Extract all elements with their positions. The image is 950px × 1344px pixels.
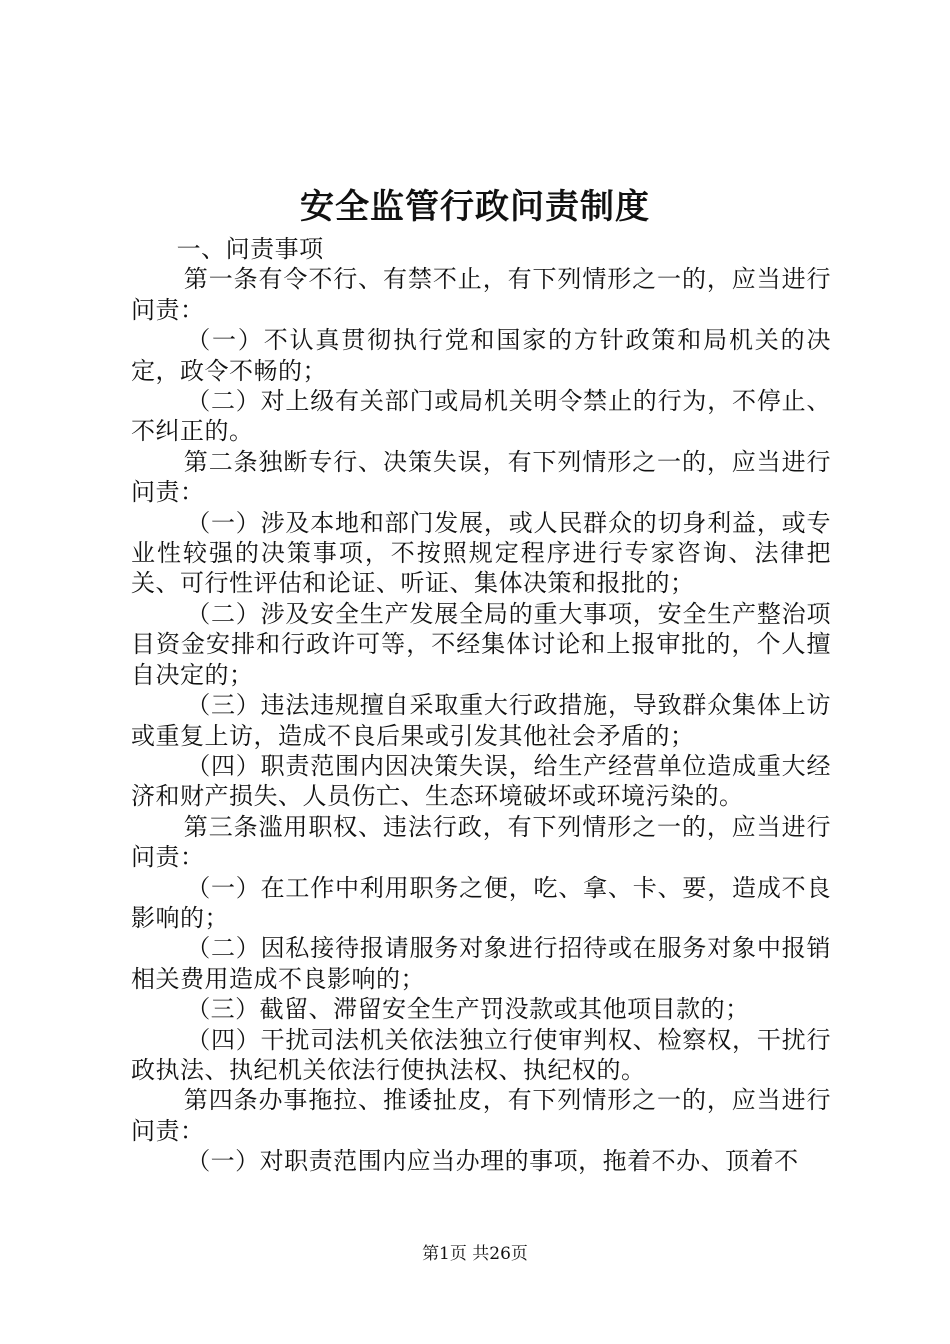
article-paragraph: 第四条办事拖拉、推诿扯皮，有下列情形之一的，应当进行问责： [131, 1086, 831, 1145]
article-paragraph: 第二条独断专行、决策失误，有下列情形之一的，应当进行问责： [131, 447, 831, 507]
page-footer: 第1页 共26页 [422, 1244, 528, 1264]
document-title: 安全监管行政问责制度 [300, 187, 650, 227]
item-paragraph: （一）在工作中利用职务之便，吃、拿、卡、要，造成不良影响的； [131, 873, 831, 932]
item-paragraph: （一）不认真贯彻执行党和国家的方针政策和局机关的决定，政令不畅的； [131, 326, 831, 385]
section-heading: 一、问责事项 [176, 235, 324, 263]
document-body [131, 234, 831, 1177]
item-paragraph: （二）对上级有关部门或局机关明令禁止的行为，不停止、不纠正的。 [131, 387, 831, 446]
item-paragraph: （二）涉及安全生产发展全局的重大事项，安全生产整治项目资金安排和行政许可等，不经集体讨论和上报审批的，个人擅自决定的； [131, 599, 831, 689]
article-paragraph: 第一条有令不行、有禁不止，有下列情形之一的，应当进行问责： [131, 265, 831, 324]
item-paragraph: （四）职责范围内因决策失误，给生产经营单位造成重大经济和财产损失、人员伤亡、生态环境破坏或环境污染的。 [131, 751, 831, 811]
item-paragraph: （二）因私接待报请服务对象进行招待或在服务对象中报销相关费用造成不良影响的； [131, 934, 831, 993]
item-paragraph: （一）涉及本地和部门发展，或人民群众的切身利益，或专业性较强的决策事项，不按照规定程序进行专家咨询、法律把关、可行性评估和论证、听证、集体决策和报批的； [131, 508, 831, 598]
article-paragraph: 第三条滥用职权、违法行政，有下列情形之一的，应当进行问责： [131, 812, 831, 872]
item-paragraph: （三）截留、滞留安全生产罚没款或其他项目款的； [186, 995, 750, 1024]
item-paragraph: （一）对职责范围内应当办理的事项，拖着不办、顶着不 [186, 1147, 799, 1176]
item-paragraph: （三）违法违规擅自采取重大行政措施，导致群众集体上访或重复上访，造成不良后果或引发其他社会矛盾的； [131, 691, 831, 750]
item-paragraph: （四）干扰司法机关依法独立行使审判权、检察权，干扰行政执法、执纪机关依法行使执法权、执纪权的。 [131, 1025, 831, 1084]
